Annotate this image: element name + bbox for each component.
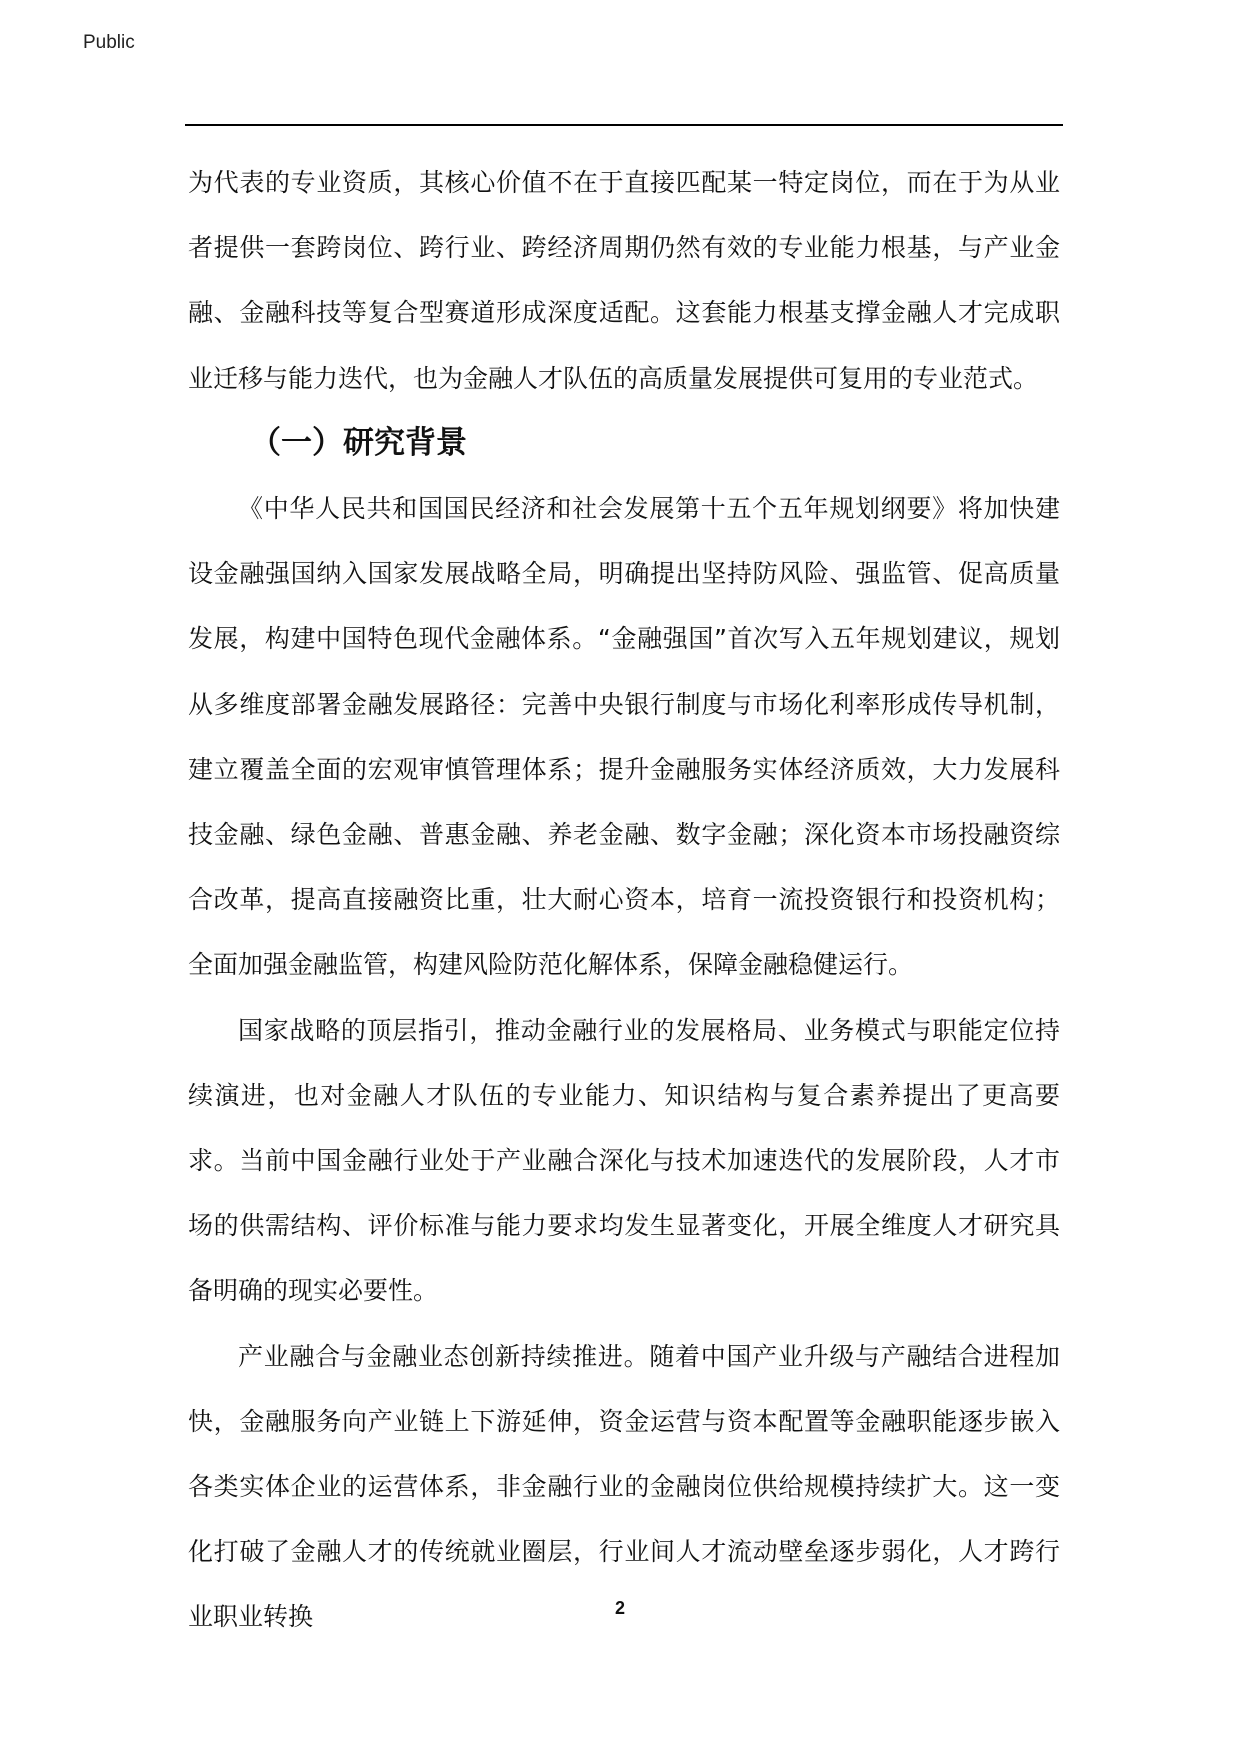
document-body <box>188 150 1060 1650</box>
paragraph-2: 国家战略的顶层指引，推动金融行业的发展格局、业务模式与职能定位持续演进，也对金融人才队伍的专业能力、知识结构与复合素养提出了更高要求。当前中国金融行业处于产业融合深化与技术加速迭代的发展阶段，人才市场的供需结构、评价标准与能力要求均发生显著变化，开展全维度人才研究具备明确的现实必要性。 <box>188 1015 1060 1306</box>
paragraph-3: 产业融合与金融业态创新持续推进。随着中国产业升级与产融结合进程加快，金融服务向产业链上下游延伸，资金运营与资本配置等金融职能逐步嵌入各类实体企业的运营体系，非金融行业的金融岗位供给规模持续扩大。这一变化打破了金融人才的传统就业圈层，行业间人才流动壁垒逐步弱化，人才跨行业职业转换 <box>188 1341 1060 1632</box>
section-heading: （一）研究背景 <box>250 424 467 461</box>
paragraph-1: 《中华人民共和国国民经济和社会发展第十五个五年规划纲要》将加快建设金融强国纳入国家发展战略全局，明确提出坚持防风险、强监管、促高质量发展，构建中国特色现代金融体系。“金融强国”首次写入五年规划建议，规划从多维度部署金融发展路径：完善中央银行制度与市场化利率形成传导机制，建立覆盖全面的宏观审慎管理体系；提升金融服务实体经济质效，大力发展科技金融、绿色金融、普惠金融、养老金融、数字金融；深化资本市场投融资综合改革，提高直接融资比重，壮大耐心资本，培育一流投资银行和投资机构；全面加强金融监管，构建风险防范化解体系，保障金融稳健运行。 <box>188 494 1060 980</box>
continuation-paragraph: 为代表的专业资质，其核心价值不在于直接匹配某一特定岗位，而在于为从业者提供一套跨岗位、跨行业、跨经济周期仍然有效的专业能力根基，与产业金融、金融科技等复合型赛道形成深度适配。这套能力根基支撑金融人才完成职业迁移与能力迭代，也为金融人才队伍的高质量发展提供可复用的专业范式。 <box>188 168 1060 393</box>
classification-label: Public <box>83 32 135 53</box>
header-divider <box>185 124 1063 126</box>
page-number: 2 <box>614 1598 625 1618</box>
